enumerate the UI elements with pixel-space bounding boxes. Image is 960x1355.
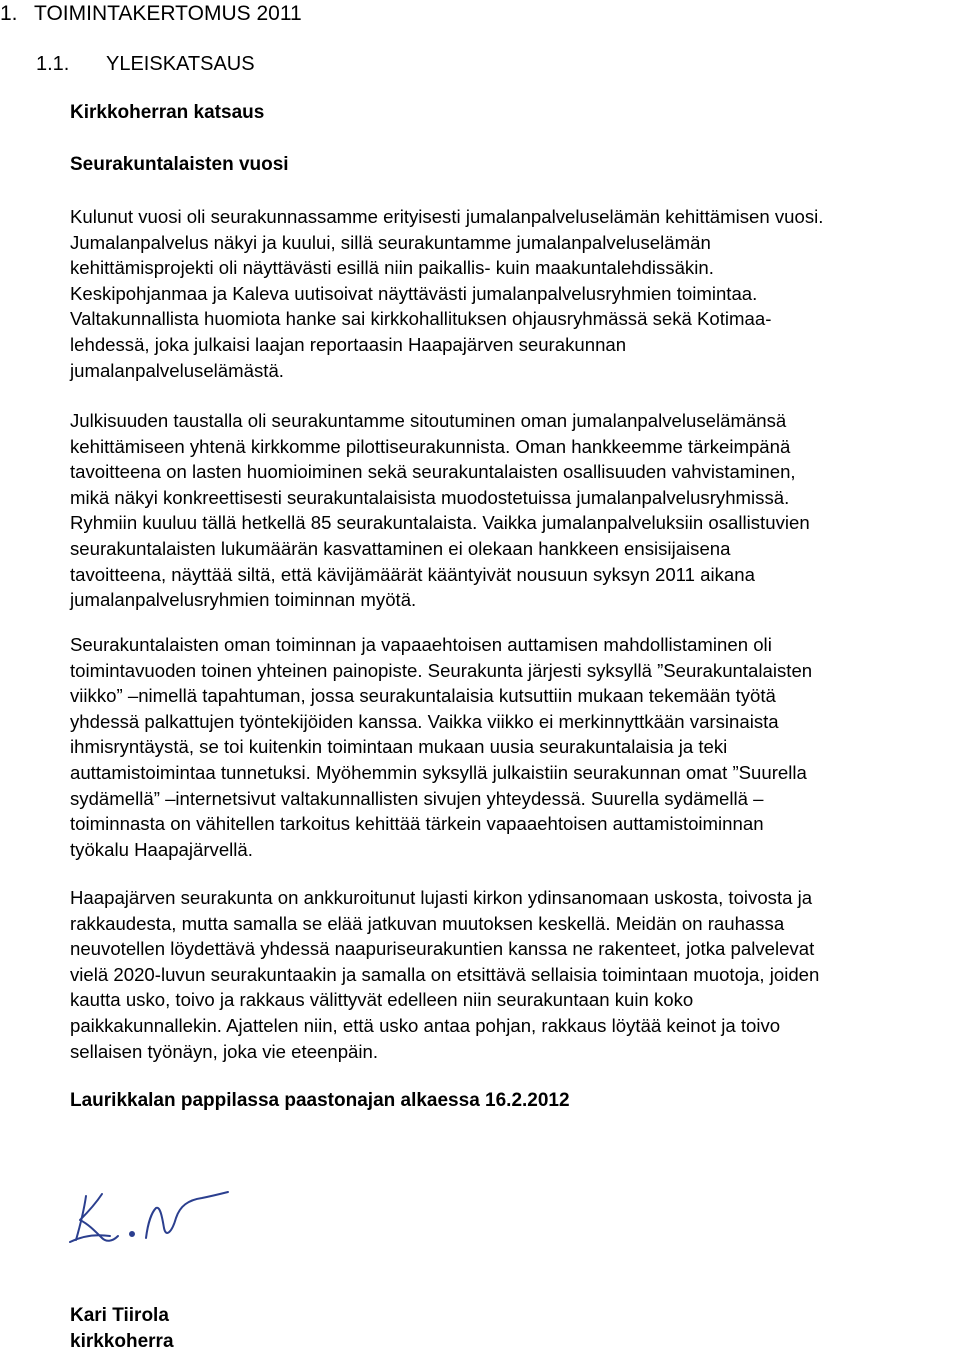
text-line: Kulunut vuosi oli seurakunnassamme erityisesti jumalanpalveluselämän kehittämisen vuosi. [70, 206, 824, 227]
text-line: kautta usko, toivo ja rakkaus välittyvät edelleen niin seurakuntaan kuin koko [70, 989, 694, 1011]
text-line: mikä näkyi konkreettisesti seurakuntalaisista muodostetuissa jumalanpalvelusryhmissä. [70, 486, 790, 508]
text-line: auttamistoimintaa tunnetuksi. Myöhemmin syksyllä julkaistiin seurakunnan omat ”Suurella [70, 761, 807, 783]
text-line: Haapajärven seurakunta on ankkuroitunut lujasti kirkon ydinsanomaan uskosta, toivosta ja [70, 887, 813, 908]
subsection-number: 1.1. [36, 53, 70, 75]
text-line: Valtakunnallista huomiota hanke sai kirkkohallituksen ohjausryhmässä sekä Kotimaa- [70, 308, 772, 330]
handwritten-signature [62, 1182, 232, 1252]
paragraph [70, 632, 960, 862]
paragraph [70, 885, 960, 1064]
text-line: Jumalanpalvelus näkyi ja kuului, sillä seurakuntamme jumalanpalveluselämän [70, 231, 711, 253]
review-heading: Kirkkoherran katsaus [70, 102, 265, 123]
text-line: seurakuntalaisten lukumäärän kasvattaminen ei olekaan hankkeen ensisijaisena [70, 537, 731, 559]
text-line: vielä 2020-luvun seurakuntaakin ja samalla on etsittävä sellaisia toimintaan muotoja, joiden [70, 963, 820, 985]
text-line: työkalu Haapajärvellä. [70, 838, 253, 860]
text-line: kehittämiseen yhtenä kirkkomme pilottiseurakunnista. Oman hankkeemme tärkeimpänä [70, 435, 791, 457]
text-line: yhdessä palkattujen työntekijöiden kanssa. Vaikka viikko ei merkinnyttkään varsinaista [70, 710, 779, 732]
signer-name: Kari Tiirola [70, 1305, 169, 1326]
section-heading [0, 1, 302, 27]
text-line: toiminnasta on vähitellen tarkoitus kehittää tärkein vapaaehtoisen auttamistoiminnan [70, 813, 764, 835]
text-line: jumalanpalveluselämästä. [70, 359, 284, 381]
paragraph [70, 408, 960, 613]
text-line: sydämellä” –internetsivut valtakunnallisten sivujen yhteydessä. Suurella sydämellä – [70, 787, 764, 809]
text-line: viikko” –nimellä tapahtuman, jossa seurakuntalaisia kutsuttiin mukaan tekemään työtä [70, 685, 776, 707]
text-line: jumalanpalvelusryhmien toiminnan myötä. [70, 589, 417, 611]
text-line: Ryhmiin kuuluu tällä hetkellä 85 seurakuntalaista. Vaikka jumalanpalveluksiin osallistuvien [70, 512, 810, 534]
text-line: Seurakuntalaisten oman toiminnan ja vapaaehtoisen auttamisen mahdollistaminen oli [70, 634, 772, 655]
paragraph [70, 204, 960, 383]
signer-title: kirkkoherra [70, 1331, 174, 1352]
section-title: TOIMINTAKERTOMUS 2011 [34, 2, 302, 25]
text-line: Keskipohjanmaa ja Kaleva uutisoivat näyttävästi jumalanpalvelusryhmien toimintaa. [70, 282, 758, 304]
subsection-title: YLEISKATSAUS [106, 53, 255, 75]
text-line: lehdessä, joka julkaisi laajan reportaasin Haapajärven seurakunnan [70, 333, 627, 355]
text-line: rakkaudesta, mutta samalla se elää jatkuvan muutoksen keskellä. Meidän on rauhassa [70, 912, 785, 934]
text-line: neuvotellen löydettävä yhdessä naapuriseurakuntien kanssa ne rakenteet, jotka palvelevat [70, 938, 815, 960]
topic-heading: Seurakuntalaisten vuosi [70, 154, 289, 175]
subsection-heading [36, 51, 255, 77]
text-line: tavoitteena, näyttää siltä, että kävijämäärät kääntyivät nousuun syksyn 2011 aikana [70, 563, 755, 585]
text-line: paikkakunnallekin. Ajattelen niin, että usko antaa pohjan, rakkaus löytää keinot ja toivo [70, 1014, 781, 1036]
closing-line: Laurikkalan pappilassa paastonajan alkaessa 16.2.2012 [70, 1090, 570, 1111]
text-line: kehittämisprojekti oli näyttävästi esillä niin paikallis- kuin maakuntalehdissäkin. [70, 257, 714, 279]
text-line: tavoitteena on lasten huomioiminen sekä seurakuntalaisten osallisuuden vahvistaminen, [70, 461, 796, 483]
text-line: toimintavuoden toinen yhteinen painopiste. Seurakunta järjesti syksyllä ”Seurakuntalaisten [70, 659, 813, 681]
text-line: Julkisuuden taustalla oli seurakuntamme sitoutuminen oman jumalanpalveluselämänsä [70, 410, 787, 431]
section-number: 1. [0, 2, 18, 25]
text-line: ihmisryntäystä, se toi kuitenkin toimintaan mukaan uusia seurakuntalaisia ja teki [70, 736, 728, 758]
text-line: sellaisen työnäyn, joka vie eteenpäin. [70, 1040, 379, 1062]
